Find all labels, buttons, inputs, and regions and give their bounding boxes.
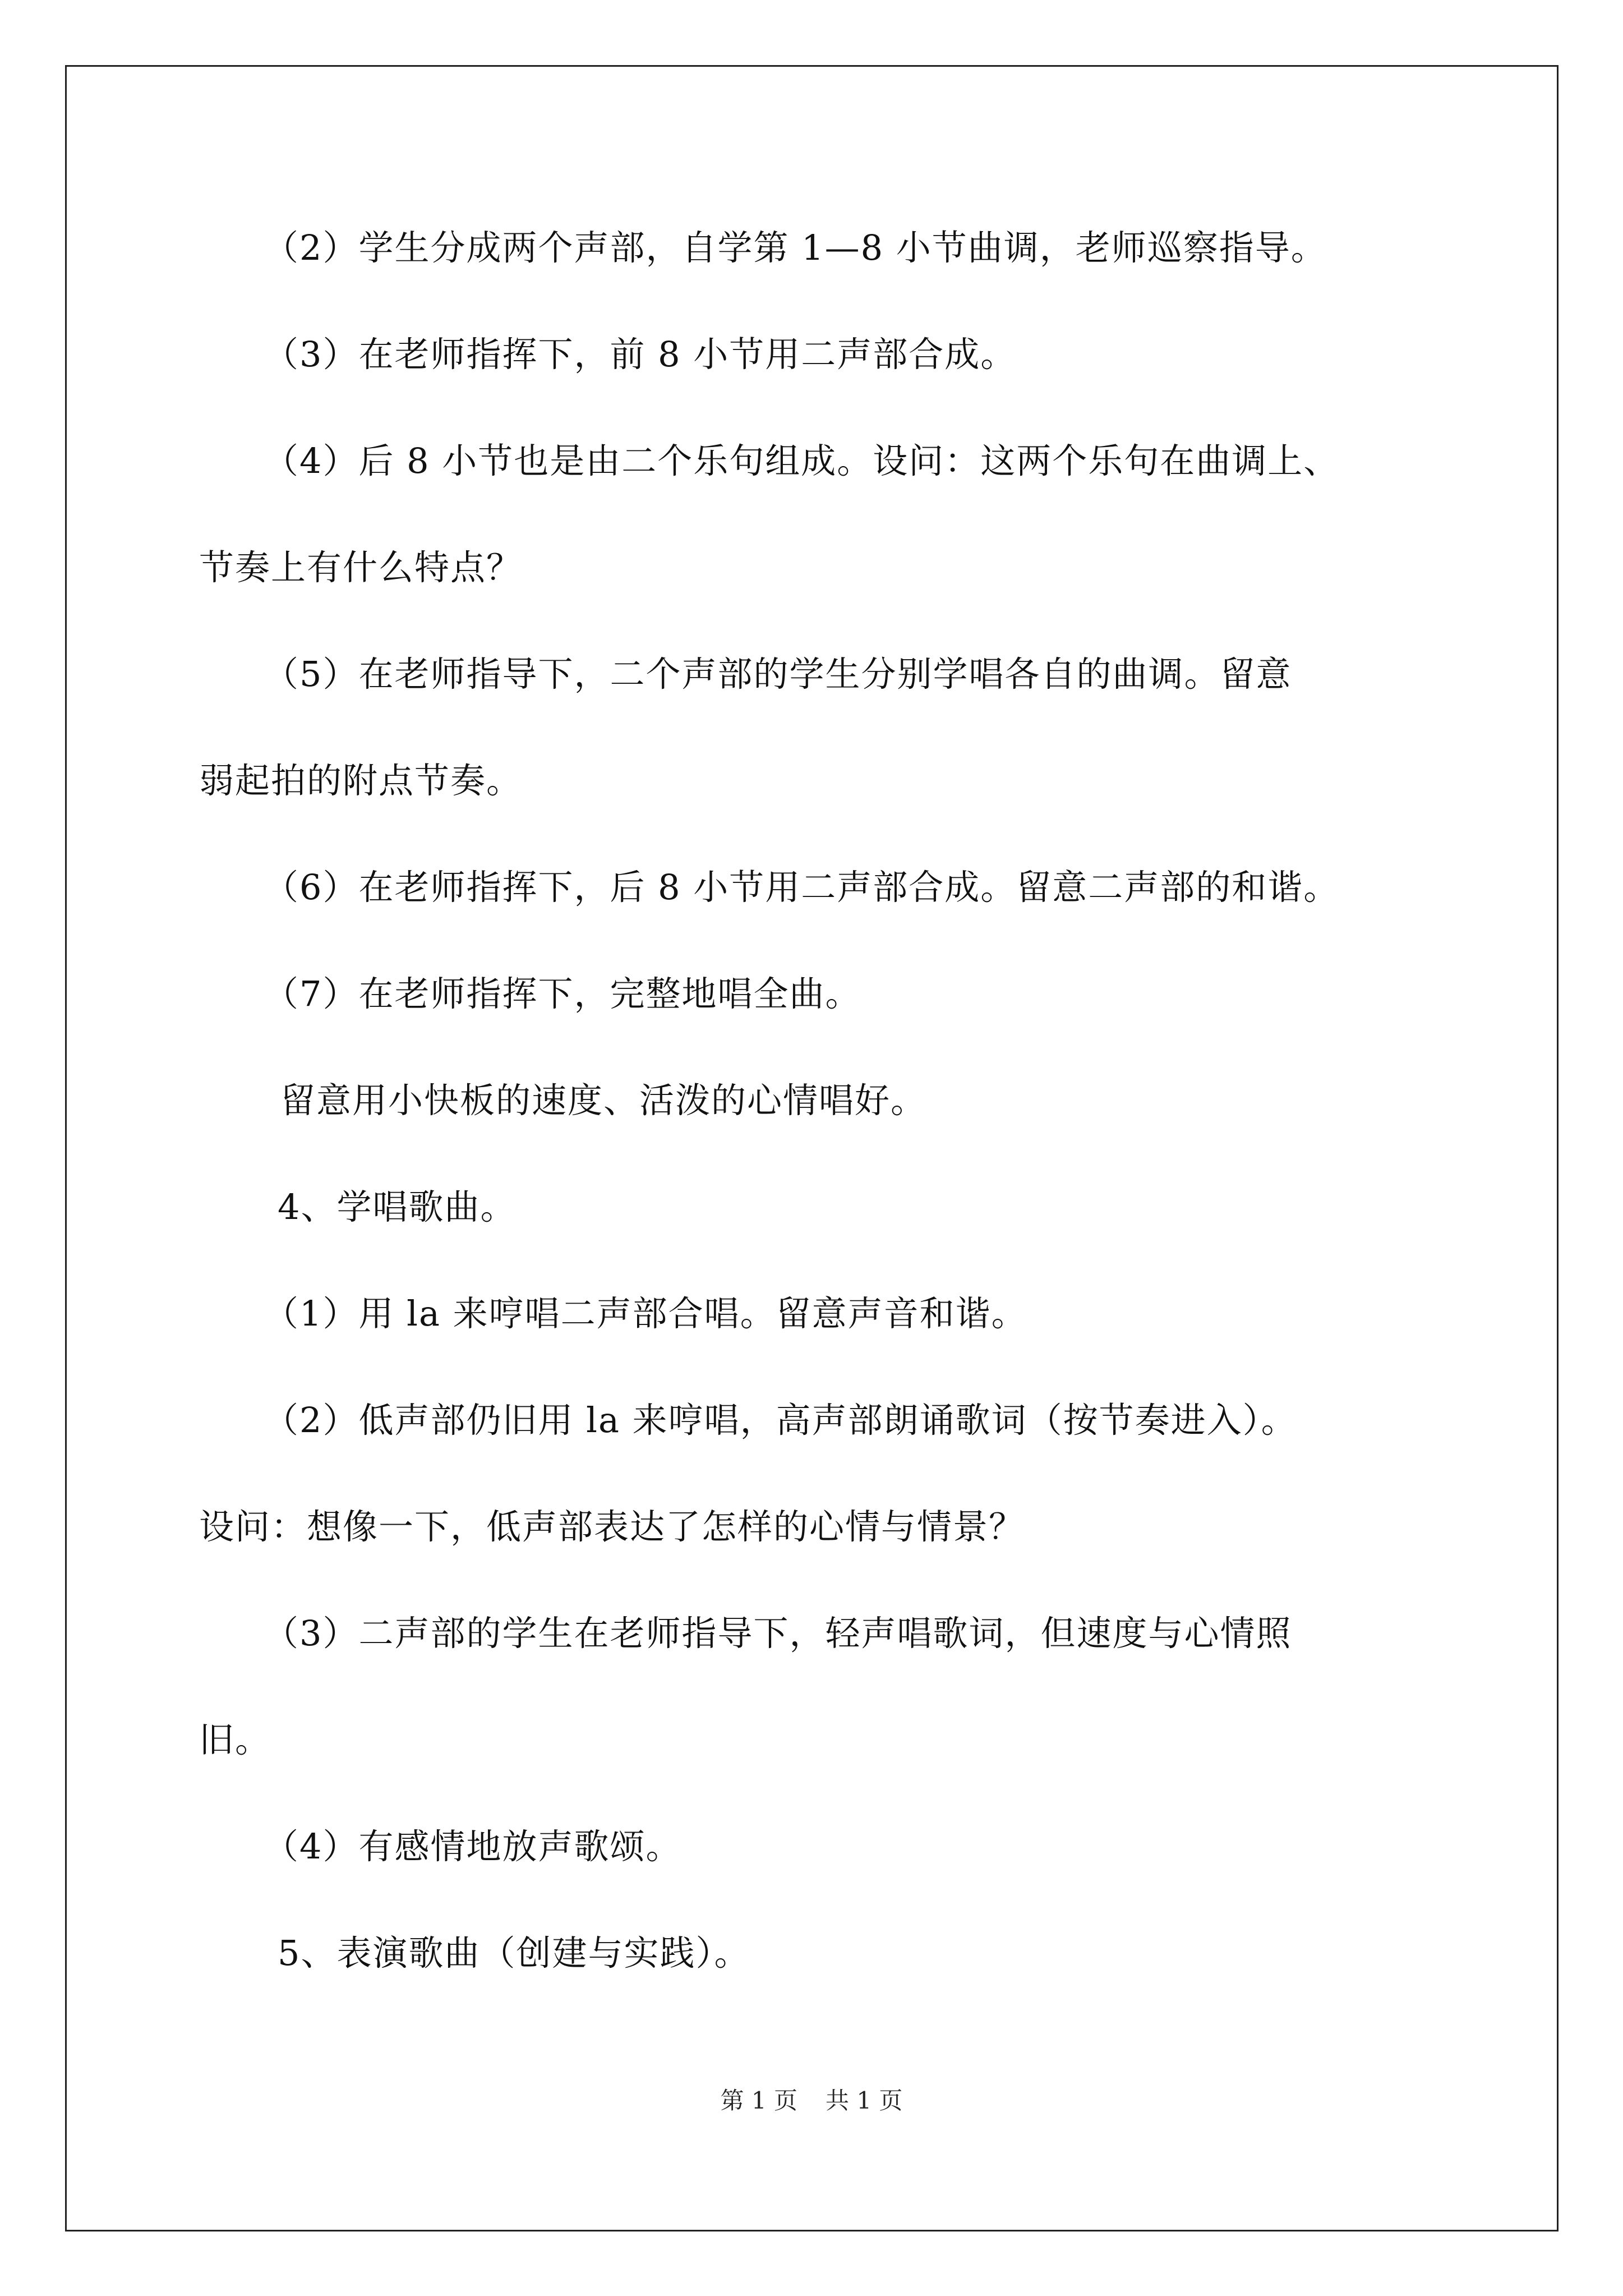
- paragraph-line: （3）二声部的学生在老师指导下，轻声唱歌词，但速度与心情照: [264, 1613, 1292, 1654]
- paragraph-line: （2）学生分成两个声部，自学第 1—8 小节曲调，老师巡察指导。: [264, 227, 1327, 268]
- paragraph-line: 旧。: [199, 1719, 271, 1760]
- paragraph-line: 4、学唱歌曲。: [278, 1186, 517, 1227]
- paragraph-line: （6）在老师指挥下，后 8 小节用二声部合成。留意二声部的和谐。: [264, 867, 1340, 908]
- paragraph-line: （4）后 8 小节也是由二个乐句组成。设问：这两个乐句在曲调上、: [264, 440, 1340, 481]
- paragraph-line: （1）用 la 来哼唱二声部合唱。留意声音和谐。: [264, 1293, 1027, 1334]
- paragraph-line: （7）在老师指挥下，完整地唱全曲。: [264, 973, 861, 1014]
- paragraph-line: 留意用小快板的速度、活泼的心情唱好。: [280, 1080, 927, 1121]
- paragraph-line: （2）低声部仍旧用 la 来哼唱，高声部朗诵歌词（按节奏进入）。: [264, 1400, 1297, 1441]
- paragraph-line: 节奏上有什么特点？: [199, 547, 523, 588]
- page-number: 第 1 页: [720, 2087, 797, 2114]
- page-footer: [0, 2087, 1623, 2115]
- paragraph-line: 5、表演歌曲（创建与实践）。: [278, 1932, 750, 1973]
- paragraph-line: 设问：想像一下，低声部表达了怎样的心情与情景？: [199, 1506, 1025, 1547]
- paragraph-line: （4）有感情地放声歌颂。: [264, 1826, 682, 1867]
- paragraph-line: （5）在老师指导下，二个声部的学生分别学唱各自的曲调。留意: [264, 654, 1292, 694]
- paragraph-line: （3）在老师指挥下，前 8 小节用二声部合成。: [264, 334, 1017, 375]
- page-total: 共 1 页: [826, 2087, 903, 2114]
- paragraph-line: 弱起拍的附点节奏。: [199, 760, 523, 801]
